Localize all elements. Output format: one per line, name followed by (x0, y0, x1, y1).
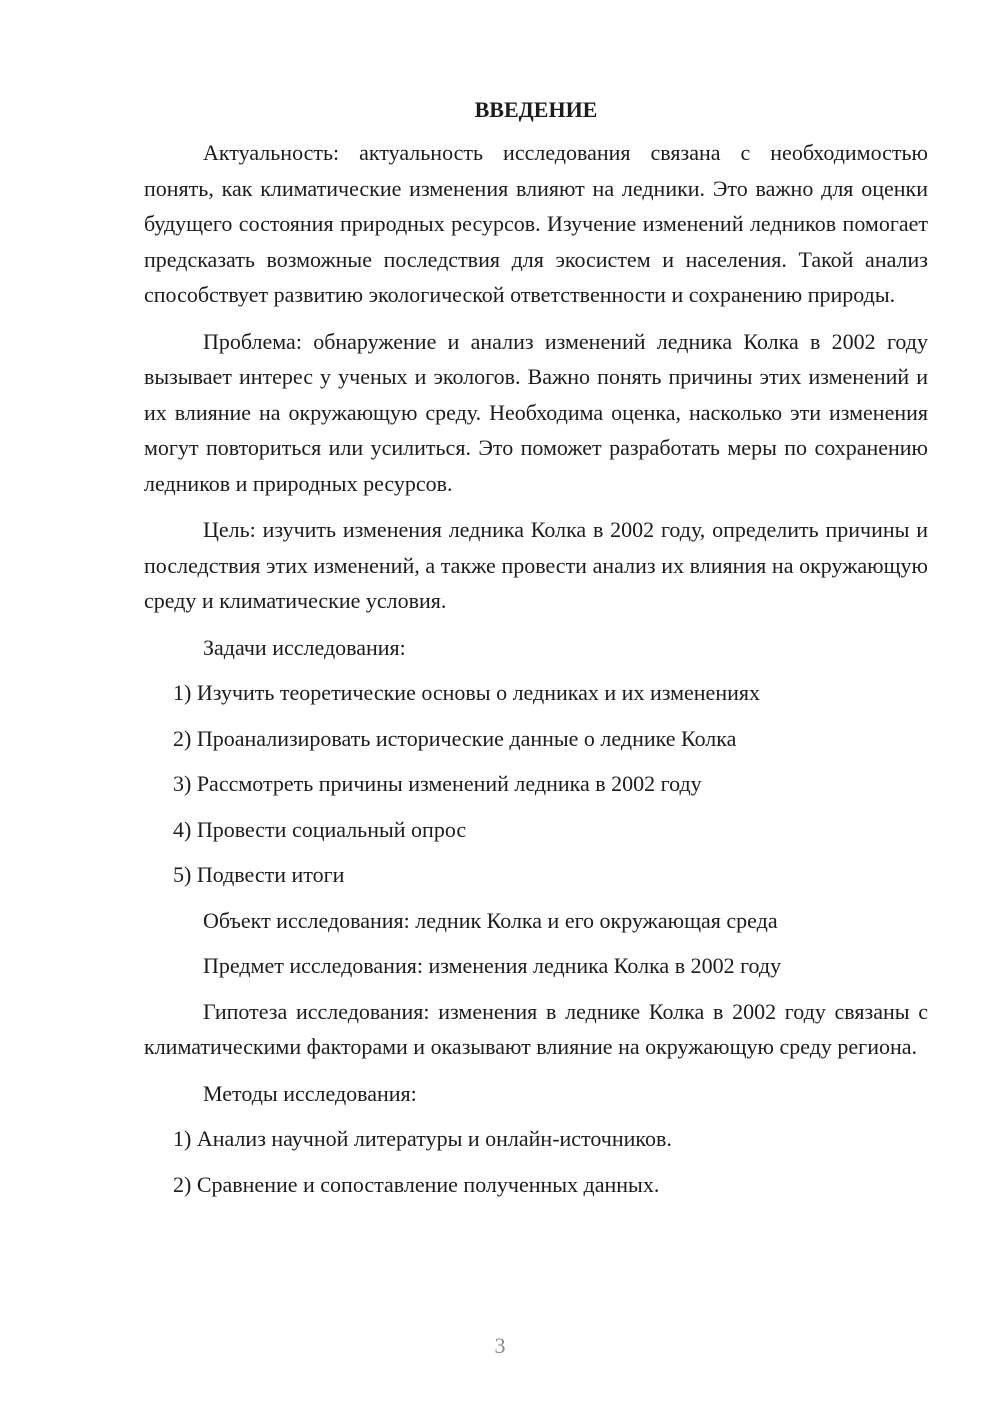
method-item: 1) Анализ научной литературы и онлайн-источников. (173, 1126, 672, 1151)
research-subject: Предмет исследования: изменения ледника Колка в 2002 году (203, 953, 782, 978)
section-title: ВВЕДЕНИЕ (474, 97, 598, 122)
document-page (144, 92, 928, 1212)
relevance-paragraph: Актуальность: актуальность исследования связана с необходимостью понять, как климатические изменения влияют на ледники. Это важно для оценки будущего состояния природных ресурсов. Изучение изменений ледников помогает предсказать возможные последствия для экосистем и населения. Такой анализ способствует развитию экологической ответственности и сохранению природы. (144, 140, 928, 307)
page-number: 3 (494, 1333, 506, 1358)
research-object: Объект исследования: ледник Колка и его окружающая среда (203, 907, 778, 933)
task-item: 5) Подвести итоги (173, 862, 345, 887)
methods-heading: Методы исследования: (203, 1080, 417, 1106)
task-item: 2) Проанализировать исторические данные о леднике Колка (173, 725, 737, 751)
tasks-heading: Задачи исследования: (203, 634, 406, 660)
task-item: 3) Рассмотреть причины изменений ледника в 2002 году (173, 771, 702, 796)
task-item: 4) Провести социальный опрос (173, 816, 467, 842)
method-item: 2) Сравнение и сопоставление полученных данных. (173, 1171, 660, 1197)
goal-paragraph: Цель: изучить изменения ледника Колка в 2002 году, определить причины и последствия этих изменений, а также провести анализ их влияния на окружающую среду и климатические условия. (144, 517, 928, 613)
task-item: 1) Изучить теоретические основы о ледниках и их изменениях (173, 680, 760, 705)
hypothesis-paragraph: Гипотеза исследования: изменения в леднике Колка в 2002 году связаны с климатическими факторами и оказывают влияние на окружающую среду региона. (144, 998, 928, 1059)
problem-paragraph: Проблема: обнаружение и анализ изменений ледника Колка в 2002 году вызывает интерес у ученых и экологов. Важно понять причины этих изменений и их влияние на окружающую среду. Необходима оценка, насколько эти изменения могут повториться или усилиться. Это поможет разработать меры по сохранению ледников и природных ресурсов. (144, 328, 928, 496)
